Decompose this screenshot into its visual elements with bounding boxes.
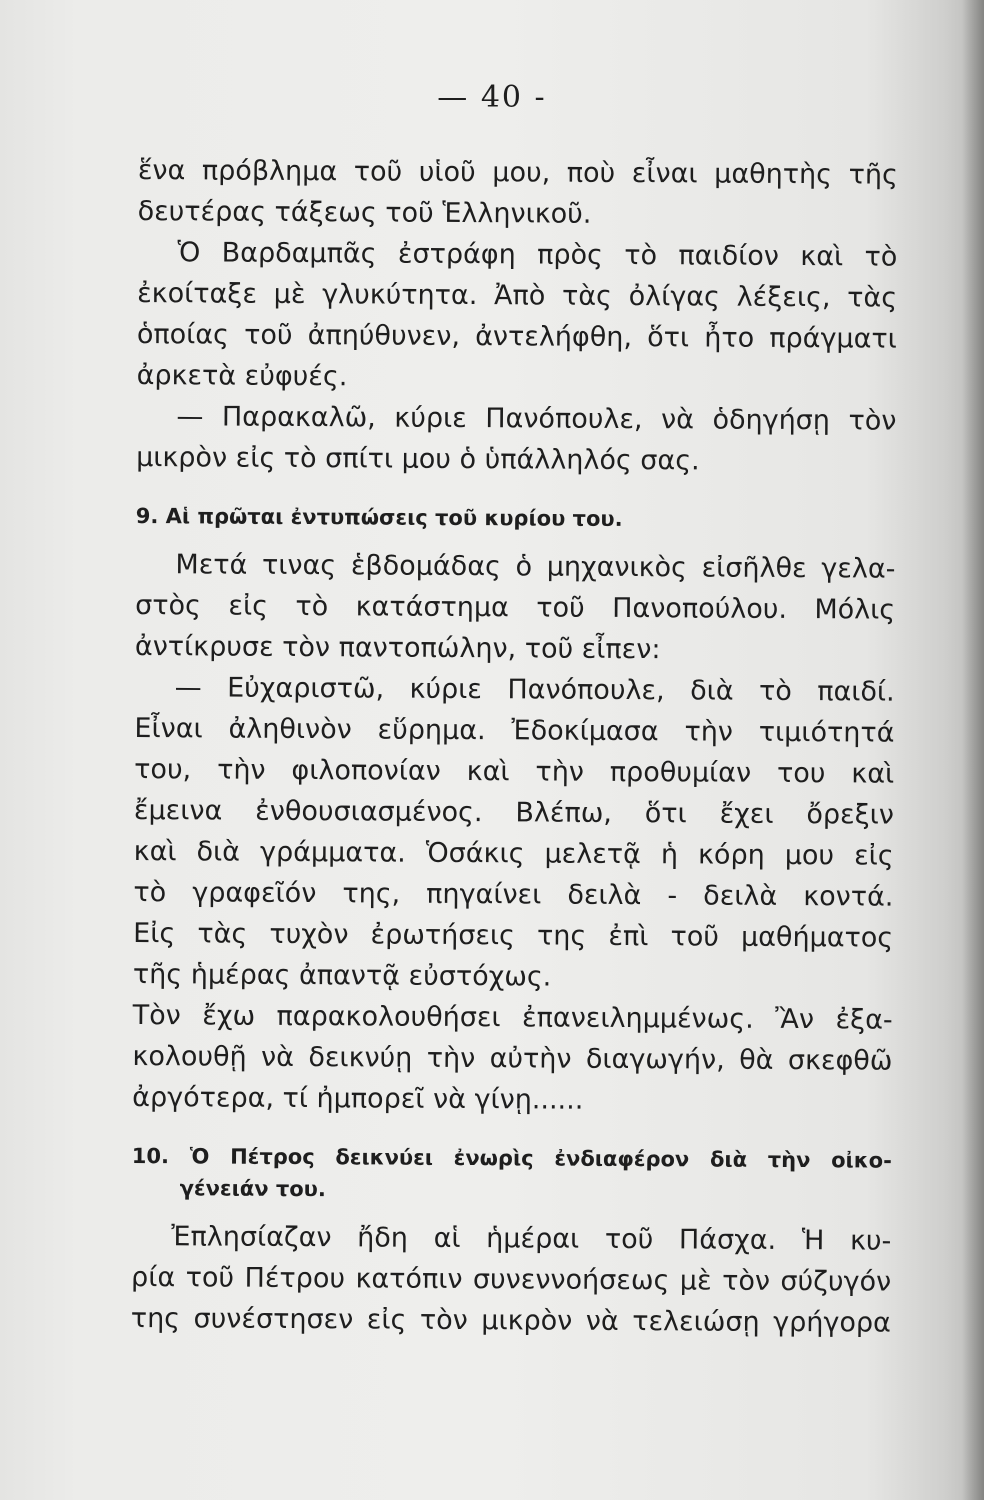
text-line: της συνέστησεν εἰς τὸν μικρὸν νὰ τελειώσῃ γρήγορα	[130, 1302, 891, 1339]
text-line: Μετά τινας ἑβδομάδας ὁ μηχανικὸς εἰσῆλθε γελα-	[175, 549, 896, 585]
text-line: Τὸν ἔχω παρακολουθήσει ἐπανειλημμένως. Ἂν ἐξα-	[132, 999, 893, 1036]
text-line: Εἶναι ἀληθινὸν εὕρημα. Ἐδοκίμασα τὴν τιμιότητά	[134, 712, 895, 749]
paragraph-1	[137, 150, 897, 237]
page-number: — 40 -	[437, 80, 547, 115]
paragraph-6	[131, 1216, 892, 1344]
text-line: στὸς εἰς τὸ κατάστημα τοῦ Πανοπούλου. Μόλις	[135, 589, 896, 626]
text-line: του, τὴν φιλοπονίαν καὶ τὴν προθυμίαν του καὶ	[134, 753, 895, 790]
page-text	[131, 150, 898, 1344]
text-line: τῆς ἡμέρας ἀπαντᾷ εὐστόχως.	[132, 958, 552, 993]
text-line: Ἐπλησίαζαν ἤδη αἱ ἡμέραι τοῦ Πάσχα. Ἡ κυ-	[171, 1221, 892, 1257]
text-line: μικρὸν εἰς τὸ σπίτι μου ὁ ὑπάλληλός σας.	[136, 441, 700, 477]
text-line: Εἰς τὰς τυχὸν ἐρωτήσεις της ἐπὶ τοῦ μαθήματος	[133, 917, 894, 954]
text-line: ἀρκετὰ εὐφυές.	[136, 359, 348, 393]
text-line: ἀργότερα, τί ἠμπορεῖ νὰ γίνῃ......	[132, 1081, 584, 1116]
section-heading-9: 9. Αἱ πρῶται ἐντυπώσεις τοῦ κυρίου του.	[135, 503, 623, 531]
heading-line: 10. Ὁ Πέτρος δεικνύει ἐνωρὶς ἐνδιαφέρον διὰ τὴν οἰκο-	[131, 1143, 892, 1173]
text-line: κολουθῇ νὰ δεικνύῃ τὴν αὐτὴν διαγωγήν, θὰ σκεφθῶ	[132, 1040, 893, 1077]
text-line: — Παρακαλῶ, κύριε Πανόπουλε, νὰ ὁδηγήσῃ τὸν	[176, 401, 897, 437]
section-heading-10	[132, 1140, 892, 1209]
text-line: Ὁ Βαρδαμπᾶς ἐστράφη πρὸς τὸ παιδίον καὶ τὸ	[177, 237, 898, 273]
paragraph-4	[135, 544, 896, 672]
text-line: ἔμεινα ἐνθουσιασμένος. Βλέπω, ὅτι ἔχει ὄρεξιν	[133, 794, 895, 831]
page-spine-shadow	[962, 0, 984, 1500]
text-line: ἐκοίταξε μὲ γλυκύτητα. Ἀπὸ τὰς ὀλίγας λέξεις, τὰς	[137, 277, 898, 314]
text-line: — Εὐχαριστῶ, κύριε Πανόπουλε, διὰ τὸ παιδί.	[174, 672, 895, 708]
paragraph-3	[136, 396, 896, 483]
paragraph-5	[132, 667, 895, 1123]
paragraph-2	[136, 232, 897, 401]
text-line: ἀντίκρυσε τὸν παντοπώλην, τοῦ εἶπεν:	[134, 630, 661, 666]
text-line: δευτέρας τάξεως τοῦ Ἑλληνικοῦ.	[137, 195, 592, 230]
text-line: καὶ διὰ γράμματα. Ὁσάκις μελετᾷ ἡ κόρη μου εἰς	[133, 835, 894, 872]
text-line: ρία τοῦ Πέτρου κατόπιν συνεννοήσεως μὲ τὸν σύζυγόν	[131, 1261, 892, 1298]
text-line: τὸ γραφεῖόν της, πηγαίνει δειλὰ - δειλὰ κοντά.	[133, 876, 894, 913]
text-line: ἕνα πρόβλημα τοῦ υἱοῦ μου, ποὺ εἶναι μαθητὴς τῆς	[137, 154, 898, 191]
heading-line: γένειάν του.	[179, 1176, 326, 1202]
text-line: ὁποίας τοῦ ἀπηύθυνεν, ἀντελήφθη, ὅτι ἦτο πράγματι	[136, 318, 897, 355]
